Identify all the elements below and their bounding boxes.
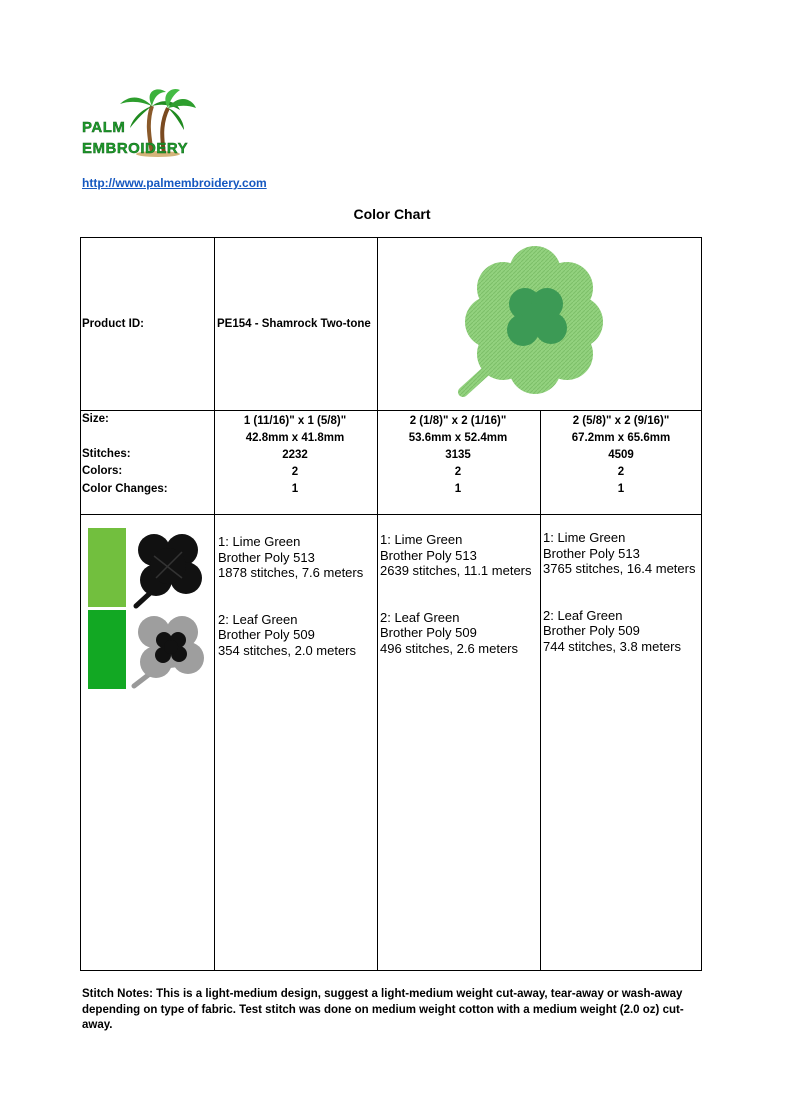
thread-list-column-1 bbox=[218, 534, 363, 658]
size-column-2 bbox=[377, 413, 539, 498]
shamrock-design-image bbox=[445, 242, 625, 404]
thread-brand: Brother Poly 513 bbox=[543, 545, 640, 561]
website-link[interactable]: http://www.palmembroidery.com bbox=[82, 176, 267, 190]
stitch-preview-step-2 bbox=[126, 610, 210, 690]
thread-usage: 744 stitches, 3.8 meters bbox=[543, 638, 682, 654]
thread-name: 1: Lime Green bbox=[380, 532, 463, 547]
row-divider-1 bbox=[81, 410, 701, 411]
size-dimensions-inches: 2 (5/8)" x 2 (9/16)" bbox=[572, 415, 670, 427]
thread-name: 2: Leaf Green bbox=[218, 611, 298, 627]
thread-name: 1: Lime Green bbox=[543, 530, 626, 545]
logo-text-line1: PALM bbox=[82, 119, 126, 136]
size-dimensions-mm: 67.2mm x 65.6mm bbox=[571, 432, 671, 444]
stitch-notes: Stitch Notes: This is a light-medium design, suggest a light-medium weight cut-away, tear-away or wash-away depending on type of fabric. Test stitch was done on medium weight cotton with a medium weight (2.0 oz) cut-away. bbox=[82, 988, 684, 1031]
size-column-1 bbox=[214, 413, 376, 498]
stitch-count: 2232 bbox=[282, 449, 308, 461]
size-dimensions-mm: 53.6mm x 52.4mm bbox=[408, 432, 508, 444]
size-dimensions-mm: 42.8mm x 41.8mm bbox=[245, 432, 345, 444]
thread-brand: Brother Poly 509 bbox=[218, 627, 315, 642]
col-divider-2 bbox=[377, 238, 378, 970]
thread-brand: Brother Poly 513 bbox=[380, 547, 477, 563]
logo-text-line2: EMBROIDERY bbox=[82, 140, 189, 157]
stitch-count: 3135 bbox=[445, 449, 471, 461]
thread-brand: Brother Poly 509 bbox=[380, 625, 477, 640]
color-change-count: 1 bbox=[454, 483, 462, 495]
thread-brand: Brother Poly 513 bbox=[218, 549, 315, 565]
color-change-count: 1 bbox=[291, 483, 299, 495]
swatch-leaf-green bbox=[88, 610, 126, 689]
thread-usage: 2639 stitches, 11.1 meters bbox=[380, 563, 532, 578]
thread-usage: 1878 stitches, 7.6 meters bbox=[218, 565, 364, 580]
col-divider-1 bbox=[214, 238, 215, 970]
stitch-preview-step-1 bbox=[126, 526, 210, 610]
size-label: Size: bbox=[82, 413, 109, 425]
product-id-label: Product ID: bbox=[82, 318, 144, 330]
stitch-count: 4509 bbox=[608, 449, 634, 461]
thread-list-column-2 bbox=[380, 532, 532, 656]
size-dimensions-inches: 1 (11/16)" x 1 (5/8)" bbox=[243, 415, 347, 427]
colors-label: Colors: bbox=[82, 465, 123, 477]
swatch-lime-green bbox=[88, 528, 126, 607]
color-change-count: 1 bbox=[617, 483, 625, 495]
thread-brand: Brother Poly 509 bbox=[543, 623, 640, 638]
page-title: Color Chart bbox=[353, 206, 431, 222]
product-id-value: PE154 - Shamrock Two-tone bbox=[217, 318, 371, 330]
thread-name: 1: Lime Green bbox=[218, 534, 301, 549]
thread-usage: 354 stitches, 2.0 meters bbox=[218, 642, 357, 658]
thread-list-column-3 bbox=[543, 530, 695, 654]
thread-name: 2: Leaf Green bbox=[380, 609, 460, 625]
color-changes-label: Color Changes: bbox=[82, 483, 168, 495]
color-count: 2 bbox=[454, 466, 462, 478]
color-count: 2 bbox=[291, 466, 299, 478]
size-column-3 bbox=[540, 413, 702, 498]
thread-usage: 3765 stitches, 16.4 meters bbox=[543, 561, 696, 576]
size-dimensions-inches: 2 (1/8)" x 2 (1/16)" bbox=[409, 415, 507, 427]
thread-name: 2: Leaf Green bbox=[543, 607, 623, 623]
stitches-label: Stitches: bbox=[82, 448, 131, 460]
thread-usage: 496 stitches, 2.6 meters bbox=[380, 640, 519, 656]
color-count: 2 bbox=[617, 466, 625, 478]
row-divider-2 bbox=[81, 514, 701, 515]
